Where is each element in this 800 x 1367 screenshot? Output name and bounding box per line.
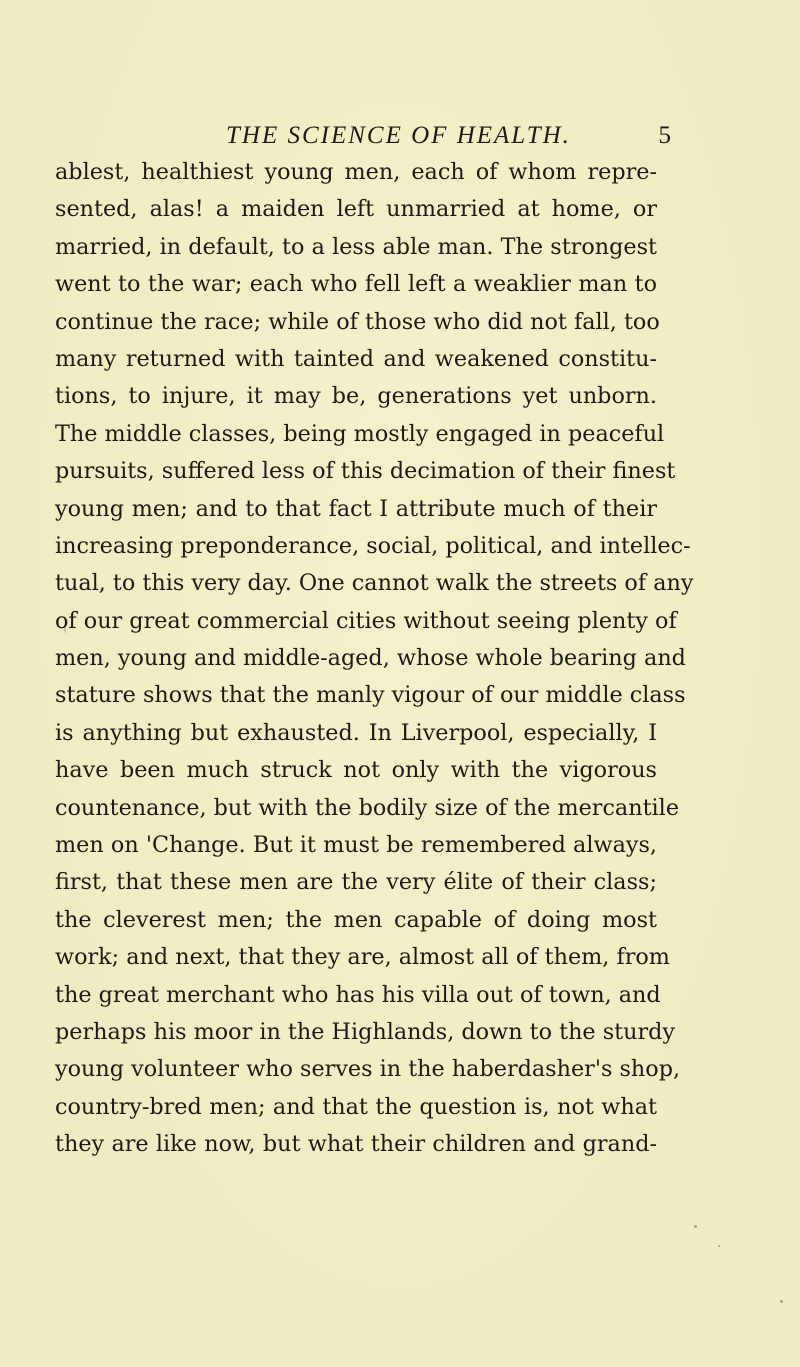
text-line: young men; and to that fact I attribute much of their	[55, 495, 657, 522]
text-line: they are like now, but what their children and grand-	[55, 1131, 657, 1158]
text-line: The middle classes, being mostly engaged in peaceful	[55, 420, 665, 447]
text-line: married, in default, to a less able man. The strongest	[55, 233, 657, 260]
text-line: sented, alas! a maiden left unmarried at home, or	[55, 196, 657, 223]
text-line: perhaps his moor in the Highlands, down to the sturdy	[55, 1018, 676, 1045]
text-line: work; and next, that they are, almost all of them, from	[55, 944, 670, 971]
page-number: 5	[658, 122, 671, 149]
text-line: tual, to this very day. One cannot walk the streets of any	[55, 570, 694, 597]
body-text	[55, 154, 694, 1164]
text-line: the great merchant who has his villa out of town, and	[55, 981, 661, 1008]
text-line: first, that these men are the very élite of their class;	[55, 869, 657, 896]
text-line: have been much struck not only with the vigorous	[55, 757, 657, 784]
text-line: the cleverest men; the men capable of doing most	[55, 906, 657, 933]
text-line: young volunteer who serves in the haberdasher's shop,	[55, 1056, 681, 1083]
paper-speck	[64, 627, 66, 633]
paper-speck	[718, 1245, 720, 1247]
text-line: pursuits, suffered less of this decimation of their finest	[55, 458, 676, 485]
text-line: men on 'Change. But it must be remembered always,	[55, 832, 657, 859]
running-head	[58, 118, 671, 154]
running-head-title: THE SCIENCE OF HEALTH.	[226, 122, 571, 149]
text-line: many returned with tainted and weakened constitu-	[55, 345, 657, 372]
text-line: went to the war; each who fell left a weaklier man to	[55, 271, 657, 298]
text-line: countenance, but with the bodily size of the mercantile	[55, 794, 680, 821]
text-line: increasing preponderance, social, political, and intellec-	[55, 532, 691, 559]
text-line: tions, to injure, it may be, generations yet unborn.	[55, 383, 657, 410]
text-line: of our great commercial cities without seeing plenty of	[55, 607, 677, 634]
text-line: is anything but exhausted. In Liverpool, especially, I	[55, 719, 657, 746]
text-line: country-bred men; and that the question is, not what	[55, 1093, 657, 1120]
text-line: continue the race; while of those who did not fall, too	[55, 308, 660, 335]
paper-speck	[694, 1225, 697, 1228]
text-line: men, young and middle-aged, whose whole bearing and	[55, 645, 686, 672]
paper-speck	[780, 1300, 783, 1303]
text-line: stature shows that the manly vigour of our middle class	[55, 682, 686, 709]
text-line: ablest, healthiest young men, each of whom repre-	[55, 159, 657, 185]
